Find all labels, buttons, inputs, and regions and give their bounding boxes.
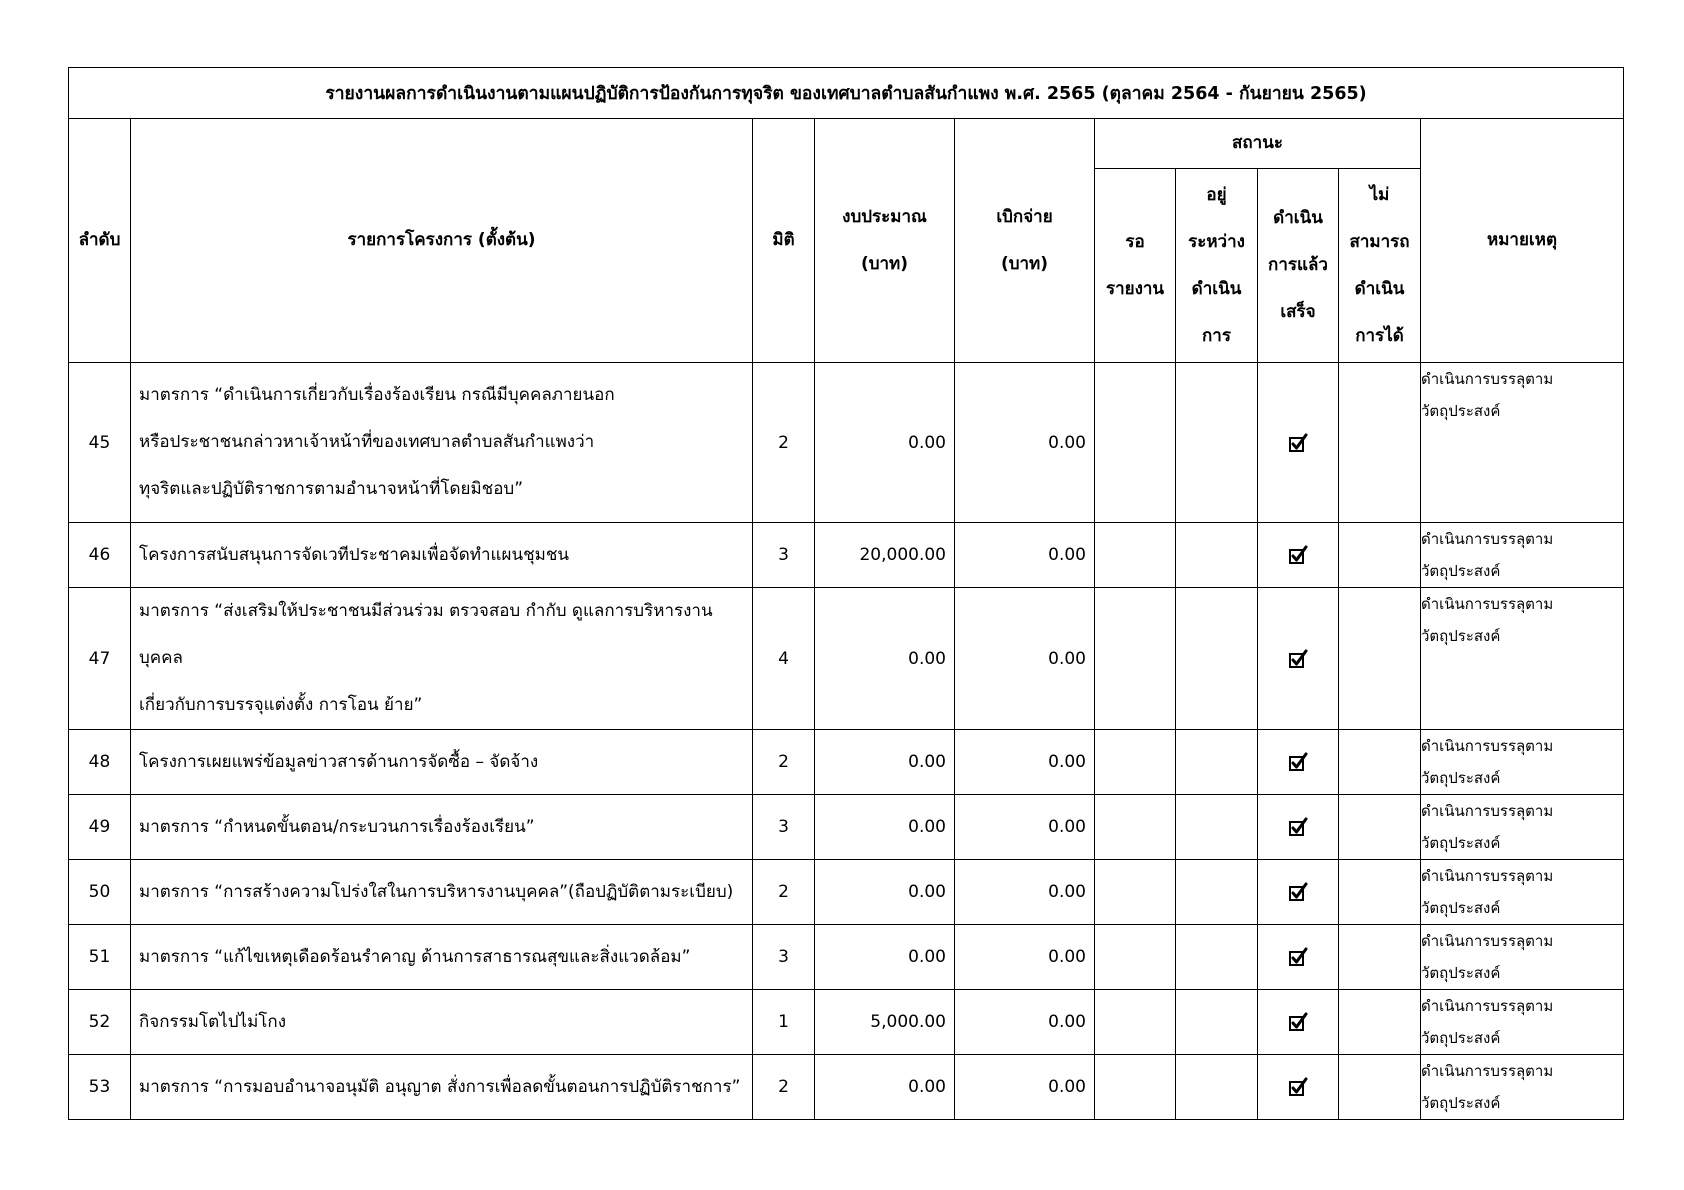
budget-cell: 0.00	[815, 1055, 955, 1120]
status-waiting-cell	[1095, 1055, 1176, 1120]
budget-cell: 0.00	[815, 860, 955, 925]
disbursed-cell: 0.00	[955, 860, 1095, 925]
project-name	[131, 730, 753, 795]
dimension-cell: 3	[753, 523, 815, 588]
budget-cell: 0.00	[815, 925, 955, 990]
project-line: มาตรการ “ดำเนินการเกี่ยวกับเรื่องร้องเรียน กรณีมีบุคคลภายนอก	[139, 385, 615, 405]
status-waiting-cell	[1095, 588, 1176, 730]
header-dimension: มิติ	[753, 119, 815, 363]
dimension-cell: 2	[753, 1055, 815, 1120]
project-line: มาตรการ “กำหนดขั้นตอน/กระบวนการเรื่องร้องเรียน”	[139, 816, 535, 837]
status-done-cell	[1258, 1055, 1339, 1120]
status-done-cell	[1258, 925, 1339, 990]
dimension-cell: 1	[753, 990, 815, 1055]
status-in-progress-cell	[1176, 363, 1258, 523]
remark-line: ดำเนินการบรรลุตาม	[1421, 530, 1554, 548]
status-waiting-cell	[1095, 795, 1176, 860]
project-name	[131, 363, 753, 523]
report-rows	[69, 363, 1624, 1120]
remark-cell	[1421, 795, 1624, 860]
table-row	[69, 363, 1624, 523]
remark-line: วัตถุประสงค์	[1421, 402, 1501, 420]
remark-line: ดำเนินการบรรลุตาม	[1421, 932, 1554, 950]
checked-box-icon	[1288, 649, 1308, 669]
report-title: รายงานผลการดำเนินงานตามแผนปฏิบัติการป้องกันการทุจริต ของเทศบาลตำบลสันกำแพง พ.ศ. 2565 (ตุลาคม 2564 - กันยายน 2565)	[69, 68, 1624, 119]
status-done-cell	[1258, 795, 1339, 860]
remark-cell	[1421, 1055, 1624, 1120]
checked-box-icon	[1288, 545, 1308, 565]
row-number: 49	[69, 795, 131, 860]
project-line: มาตรการ “การมอบอำนาจอนุมัติ อนุญาต สั่งการเพื่อลดขั้นตอนการปฏิบัติราชการ”	[139, 1076, 741, 1097]
checked-box-icon	[1288, 1012, 1308, 1032]
header-order: ลำดับ	[69, 119, 131, 363]
checked-box-icon	[1288, 882, 1308, 902]
remark-line: ดำเนินการบรรลุตาม	[1421, 997, 1554, 1015]
remark-line: วัตถุประสงค์	[1421, 834, 1501, 852]
status-done-cell	[1258, 588, 1339, 730]
status-done-cell	[1258, 523, 1339, 588]
remark-cell	[1421, 588, 1624, 730]
disbursed-cell: 0.00	[955, 588, 1095, 730]
remark-line: วัตถุประสงค์	[1421, 1029, 1501, 1047]
project-line: โครงการเผยแพร่ข้อมูลข่าวสารด้านการจัดซื้อ – จัดจ้าง	[139, 751, 539, 772]
checked-box-icon	[1288, 433, 1308, 453]
status-in-progress-cell	[1176, 1055, 1258, 1120]
status-unable-cell	[1339, 795, 1421, 860]
row-number: 45	[69, 363, 131, 523]
row-number: 47	[69, 588, 131, 730]
status-done-cell	[1258, 990, 1339, 1055]
remark-cell	[1421, 523, 1624, 588]
project-line: ทุจริตและปฏิบัติราชการตามอำนาจหน้าที่โดยมิชอบ”	[139, 479, 524, 499]
table-row	[69, 588, 1624, 730]
remark-line: ดำเนินการบรรลุตาม	[1421, 867, 1554, 885]
row-number: 53	[69, 1055, 131, 1120]
remark-cell	[1421, 363, 1624, 523]
dimension-cell: 2	[753, 363, 815, 523]
remark-line: วัตถุประสงค์	[1421, 562, 1501, 580]
project-name	[131, 860, 753, 925]
header-status-done: ดำเนิน การแล้ว เสร็จ	[1258, 169, 1339, 363]
report-table	[68, 67, 1624, 1120]
dimension-cell: 2	[753, 860, 815, 925]
header-status-waiting: รอ รายงาน	[1095, 169, 1176, 363]
dimension-cell: 3	[753, 795, 815, 860]
dimension-cell: 2	[753, 730, 815, 795]
status-unable-cell	[1339, 990, 1421, 1055]
remark-line: วัตถุประสงค์	[1421, 899, 1501, 917]
project-name	[131, 588, 753, 730]
project-name	[131, 795, 753, 860]
status-unable-cell	[1339, 363, 1421, 523]
row-number: 50	[69, 860, 131, 925]
status-waiting-cell	[1095, 990, 1176, 1055]
row-number: 48	[69, 730, 131, 795]
status-in-progress-cell	[1176, 990, 1258, 1055]
remark-line: ดำเนินการบรรลุตาม	[1421, 370, 1554, 388]
status-unable-cell	[1339, 730, 1421, 795]
status-done-cell	[1258, 860, 1339, 925]
header-disbursed: เบิกจ่าย (บาท)	[955, 119, 1095, 363]
status-unable-cell	[1339, 588, 1421, 730]
remark-line: วัตถุประสงค์	[1421, 627, 1501, 645]
checked-box-icon	[1288, 947, 1308, 967]
status-unable-cell	[1339, 523, 1421, 588]
disbursed-cell: 0.00	[955, 925, 1095, 990]
dimension-cell: 4	[753, 588, 815, 730]
table-row	[69, 925, 1624, 990]
budget-cell: 0.00	[815, 363, 955, 523]
disbursed-cell: 0.00	[955, 523, 1095, 588]
remark-cell	[1421, 860, 1624, 925]
remark-line: วัตถุประสงค์	[1421, 769, 1501, 787]
status-unable-cell	[1339, 1055, 1421, 1120]
project-name	[131, 1055, 753, 1120]
table-row	[69, 990, 1624, 1055]
status-in-progress-cell	[1176, 925, 1258, 990]
header-project: รายการโครงการ (ตั้งต้น)	[131, 119, 753, 363]
status-unable-cell	[1339, 925, 1421, 990]
project-line: มาตรการ “ส่งเสริมให้ประชาชนมีส่วนร่วม ตรวจสอบ กำกับ ดูแลการบริหารงานบุคคล	[139, 601, 713, 668]
budget-cell: 0.00	[815, 588, 955, 730]
checked-box-icon	[1288, 1077, 1308, 1097]
checked-box-icon	[1288, 817, 1308, 837]
header-status: สถานะ	[1095, 119, 1421, 169]
header-remark: หมายเหตุ	[1421, 119, 1624, 363]
status-waiting-cell	[1095, 730, 1176, 795]
project-line: หรือประชาชนกล่าวหาเจ้าหน้าที่ของเทศบาลตำบลสันกำแพงว่า	[139, 432, 595, 452]
status-done-cell	[1258, 730, 1339, 795]
project-line: เกี่ยวกับการบรรจุแต่งตั้ง การโอน ย้าย”	[139, 695, 423, 715]
table-row	[69, 1055, 1624, 1120]
remark-line: วัตถุประสงค์	[1421, 1094, 1501, 1112]
table-row	[69, 860, 1624, 925]
disbursed-cell: 0.00	[955, 363, 1095, 523]
disbursed-cell: 0.00	[955, 795, 1095, 860]
status-waiting-cell	[1095, 523, 1176, 588]
project-name	[131, 925, 753, 990]
budget-cell: 20,000.00	[815, 523, 955, 588]
project-line: มาตรการ “แก้ไขเหตุเดือดร้อนรำคาญ ด้านการสาธารณสุขและสิ่งแวดล้อม”	[139, 946, 691, 967]
remark-line: วัตถุประสงค์	[1421, 964, 1501, 982]
status-in-progress-cell	[1176, 588, 1258, 730]
status-done-cell	[1258, 363, 1339, 523]
status-in-progress-cell	[1176, 730, 1258, 795]
status-waiting-cell	[1095, 860, 1176, 925]
project-line: มาตรการ “การสร้างความโปร่งใสในการบริหารงานบุคคล”(ถือปฏิบัติตามระเบียบ)	[139, 881, 734, 902]
project-name	[131, 990, 753, 1055]
header-budget: งบประมาณ (บาท)	[815, 119, 955, 363]
disbursed-cell: 0.00	[955, 1055, 1095, 1120]
project-line: โครงการสนับสนุนการจัดเวทีประชาคมเพื่อจัดทำแผนชุมชน	[139, 544, 569, 565]
remark-cell	[1421, 925, 1624, 990]
status-unable-cell	[1339, 860, 1421, 925]
status-in-progress-cell	[1176, 523, 1258, 588]
row-number: 46	[69, 523, 131, 588]
remark-cell	[1421, 730, 1624, 795]
remark-cell	[1421, 990, 1624, 1055]
table-row	[69, 795, 1624, 860]
disbursed-cell: 0.00	[955, 730, 1095, 795]
status-in-progress-cell	[1176, 795, 1258, 860]
status-waiting-cell	[1095, 363, 1176, 523]
project-line: กิจกรรมโตไปไม่โกง	[139, 1011, 287, 1032]
header-status-in-progress: อยู่ ระหว่าง ดำเนิน การ	[1176, 169, 1258, 363]
disbursed-cell: 0.00	[955, 990, 1095, 1055]
status-in-progress-cell	[1176, 860, 1258, 925]
table-row	[69, 523, 1624, 588]
budget-cell: 0.00	[815, 795, 955, 860]
remark-line: ดำเนินการบรรลุตาม	[1421, 737, 1554, 755]
row-number: 51	[69, 925, 131, 990]
dimension-cell: 3	[753, 925, 815, 990]
table-row	[69, 730, 1624, 795]
budget-cell: 5,000.00	[815, 990, 955, 1055]
budget-cell: 0.00	[815, 730, 955, 795]
remark-line: ดำเนินการบรรลุตาม	[1421, 1062, 1554, 1080]
row-number: 52	[69, 990, 131, 1055]
project-name	[131, 523, 753, 588]
remark-line: ดำเนินการบรรลุตาม	[1421, 802, 1554, 820]
remark-line: ดำเนินการบรรลุตาม	[1421, 595, 1554, 613]
checked-box-icon	[1288, 752, 1308, 772]
status-waiting-cell	[1095, 925, 1176, 990]
header-status-unable: ไม่ สามารถ ดำเนิน การได้	[1339, 169, 1421, 363]
